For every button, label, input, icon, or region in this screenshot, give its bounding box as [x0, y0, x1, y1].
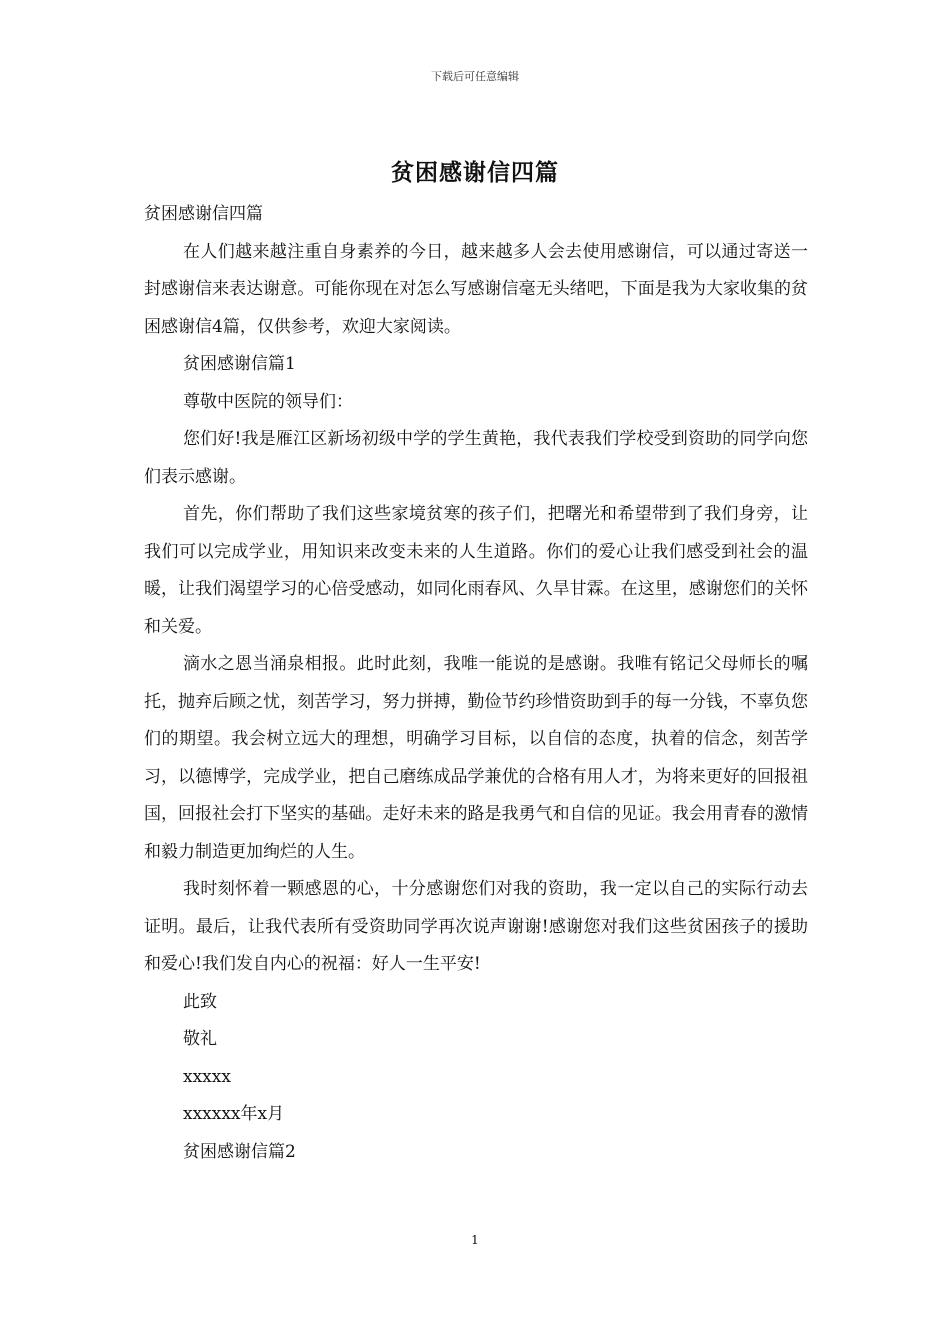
section-heading: 贫困感谢信篇2	[183, 1141, 296, 1162]
page-number: 1	[471, 1233, 479, 1247]
header-note: 下载后可任意编辑	[431, 70, 519, 83]
document-title: 贫困感谢信四篇	[391, 159, 559, 186]
body-paragraph: 首先，你们帮助了我们这些家境贫寒的孩子们，把曙光和希望带到了我们身旁，让我们可以完成学业，用知识来改变未来的人生道路。你们的爱心让我们感受到社会的温暖，让我们渴望学习的心倍受感动，如同化雨春风、久旱甘霖。在这里，感谢您们的关怀和关爱。	[144, 504, 808, 637]
document-body	[144, 196, 808, 1171]
closing-line: 敬礼	[183, 1029, 217, 1049]
salutation: 尊敬中医院的领导们：	[183, 391, 353, 412]
body-paragraph: 我时刻怀着一颗感恩的心，十分感谢您们对我的资助，我一定以自己的实际行动去证明。最后，让我代表所有受资助同学再次说声谢谢!感谢您对我们这些贫困孩子的援助和爱心!我们发自内心的祝福：好人一生平安!	[144, 879, 808, 974]
section-heading: 贫困感谢信篇1	[183, 354, 296, 374]
body-paragraph: 滴水之恩当涌泉相报。此时此刻，我唯一能说的是感谢。我唯有铭记父母师长的嘱托，抛弃后顾之忧，刻苦学习，努力拼搏，勤俭节约珍惜资助到手的每一分钱，不辜负您们的期望。我会树立远大的理想，明确学习目标，以自信的态度，执着的信念，刻苦学习，以德博学，完成学业，把自己磨练成品学兼优的合格有用人才，为将来更好的回报祖国，回报社会打下坚实的基础。走好未来的路是我勇气和自信的见证。我会用青春的激情和毅力制造更加绚烂的人生。	[144, 654, 808, 862]
subtitle-paragraph: 贫困感谢信四篇	[144, 204, 263, 224]
signature-name: xxxxx	[183, 1066, 231, 1087]
closing-line: 此致	[183, 991, 217, 1012]
signature-date: xxxxxx年x月	[183, 1104, 285, 1124]
body-paragraph: 您们好!我是雁江区新场初级中学的学生黄艳，我代表我们学校受到资助的同学向您们表示感谢。	[144, 429, 808, 487]
intro-paragraph: 在人们越来越注重自身素养的今日，越来越多人会去使用感谢信，可以通过寄送一封感谢信来表达谢意。可能你现在对怎么写感谢信毫无头绪吧，下面是我为大家收集的贫困感谢信4篇，仅供参考，欢迎大家阅读。	[144, 241, 808, 337]
